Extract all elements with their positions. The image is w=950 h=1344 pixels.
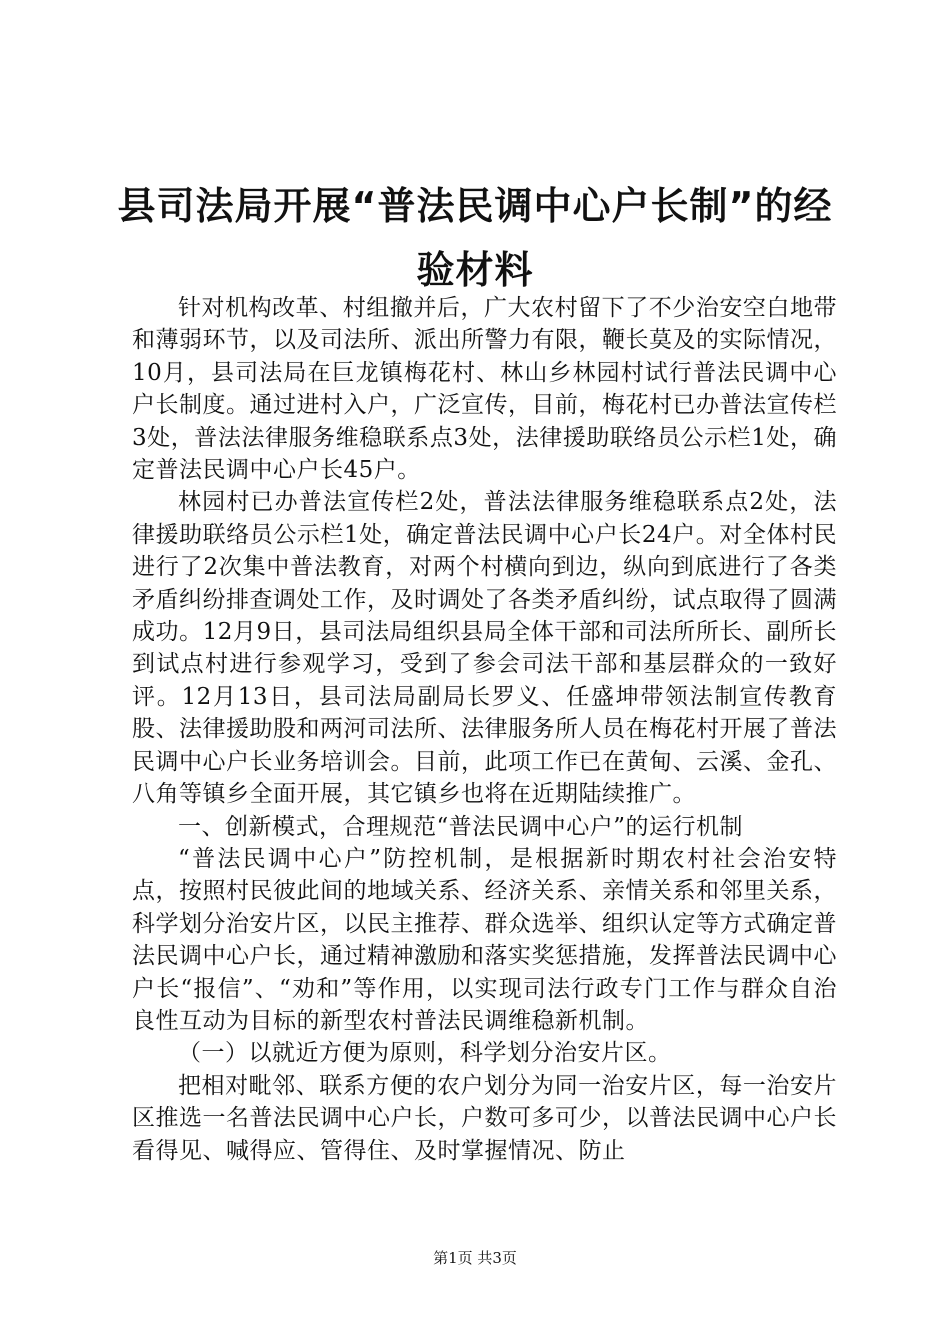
document-body: [132, 292, 837, 1167]
paragraph: 针对机构改革、村组撤并后，广大农村留下了不少治安空白地带和薄弱环节，以及司法所、派出所警力有限，鞭长莫及的实际情况，10月，县司法局在巨龙镇梅花村、林山乡林园村试行普法民调中心户长制度。通过进村入户，广泛宣传，目前，梅花村已办普法宣传栏3处，普法法律服务维稳联系点3处，法律援助联络员公示栏1处，确定普法民调中心户长45户。: [132, 295, 837, 484]
section-heading: 一、创新模式，合理规范“普法民调中心户”的运行机制: [178, 813, 744, 840]
subsection-heading: （一）以就近方便为原则，科学划分治安片区。: [178, 1040, 672, 1067]
paragraph: “普法民调中心户”防控机制，是根据新时期农村社会治安特点，按照村民彼此间的地域关系、经济关系、亲情关系和邻里关系，科学划分治安片区，以民主推荐、群众选举、组织认定等方式确定普法民调中心户长，通过精神激励和落实奖惩措施，发挥普法民调中心户长“报信”、“劝和”等作用，以实现司法行政专门工作与群众自治良性互动为目标的新型农村普法民调维稳新机制。: [132, 845, 837, 1034]
page-footer: 第1页 共3页: [433, 1249, 517, 1267]
paragraph: 林园村已办普法宣传栏2处，普法法律服务维稳联系点2处，法律援助联络员公示栏1处，确定普法民调中心户长24户。对全体村民进行了2次集中普法教育，对两个村横向到边，纵向到底进行了各类矛盾纠纷排查调处工作，及时调处了各类矛盾纠纷，试点取得了圆满成功。12月9日，县司法局组织县局全体干部和司法所所长、副所长到试点村进行参观学习，受到了参会司法干部和基层群众的一致好评。12月13日，县司法局副局长罗义、任盛坤带领法制宣传教育股、法律援助股和两河司法所、法律服务所人员在梅花村开展了普法民调中心户长业务培训会。目前，此项工作已在黄甸、云溪、金孔、八角等镇乡全面开展，其它镇乡也将在近期陆续推广。: [132, 489, 837, 808]
paragraph: 把相对毗邻、联系方便的农户划分为同一治安片区，每一治安片区推选一名普法民调中心户长，户数可多可少，以普法民调中心户长看得见、喊得应、管得住、及时掌握情况、防止: [132, 1072, 837, 1164]
document-title: 县司法局开展“普法民调中心户长制”的经验材料: [117, 184, 833, 292]
